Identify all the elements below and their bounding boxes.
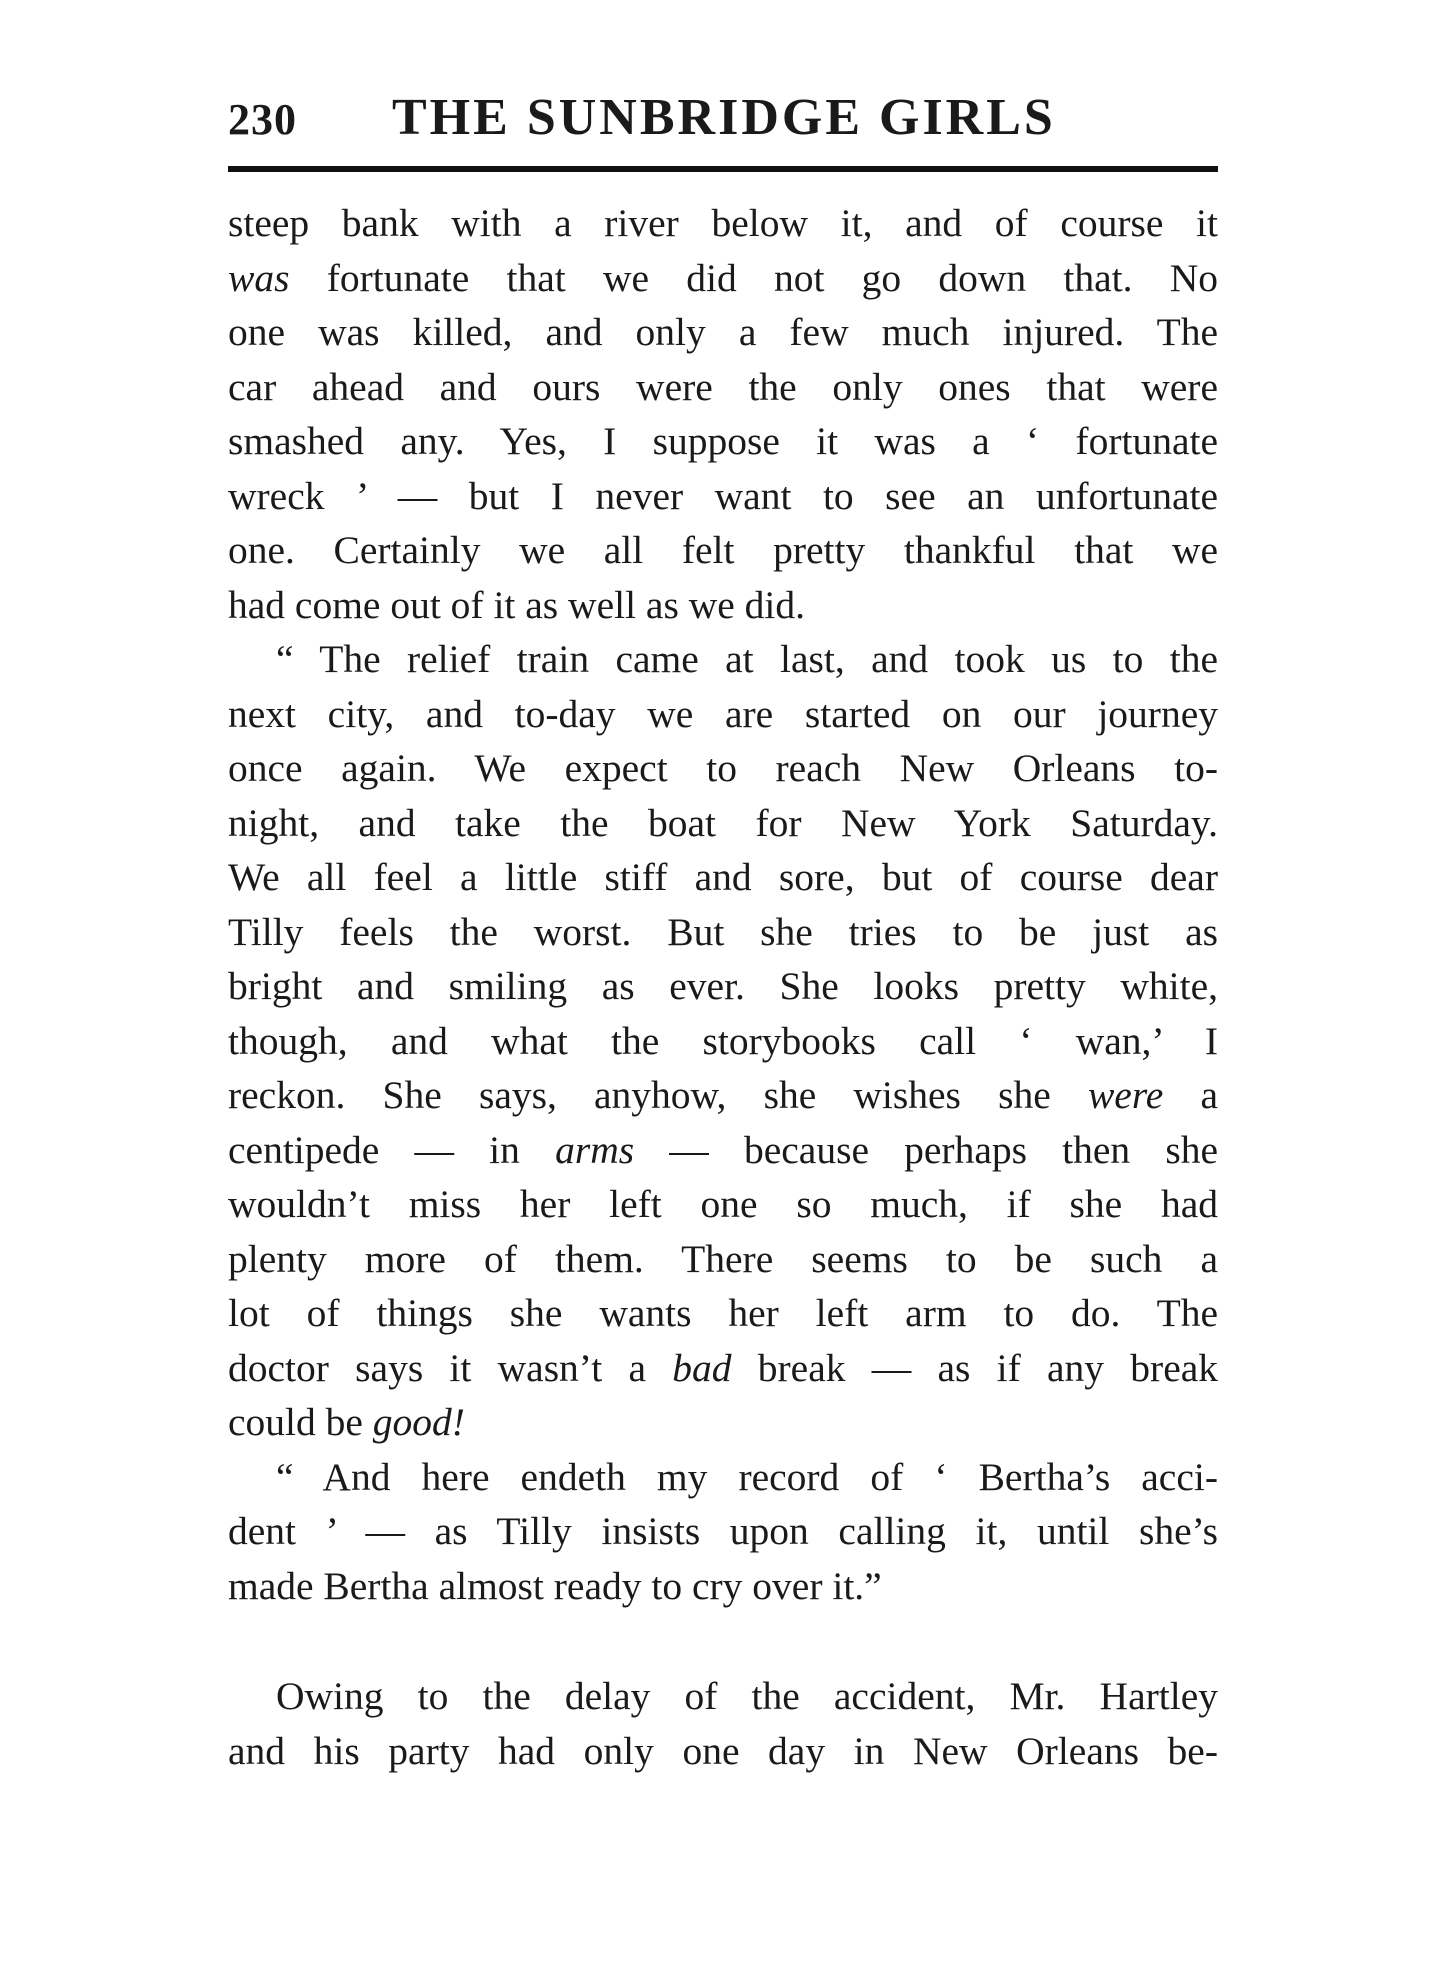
- body-text: [228, 196, 1218, 1778]
- text-line: made Bertha almost ready to cry over it.”: [228, 1563, 882, 1608]
- text-line: centipede — in arms — because perhaps then she: [228, 1127, 1219, 1172]
- text-line: dent ’ — as Tilly insists upon calling it, until she’s: [228, 1509, 1218, 1553]
- text-line: reckon. She says, anyhow, she wishes she were a: [228, 1073, 1218, 1117]
- section-gap: [228, 1613, 1218, 1669]
- text-line: though, and what the storybooks call ‘ wan,’ I: [228, 1018, 1218, 1063]
- page-number: 230: [228, 95, 297, 144]
- text-line: We all feel a little stiff and sore, but of course dear: [228, 855, 1218, 899]
- text-line: wreck ’ — but I never want to see an unfortunate: [228, 473, 1218, 518]
- text-line: plenty more of them. There seems to be such a: [228, 1236, 1218, 1281]
- text-line: wouldn’t miss her left one so much, if she had: [228, 1182, 1218, 1226]
- text-line: smashed any. Yes, I suppose it was a ‘ fortunate: [228, 419, 1218, 463]
- text-line: car ahead and ours were the only ones that were: [228, 364, 1218, 409]
- text-line: could be good!: [228, 1400, 465, 1444]
- running-title: THE SUNBRIDGE GIRLS: [392, 89, 1056, 146]
- text-line: had come out of it as well as we did.: [228, 582, 805, 627]
- text-line: Owing to the delay of the accident, Mr. Hartley: [276, 1674, 1218, 1718]
- text-line: doctor says it wasn’t a bad break — as if any break: [228, 1345, 1219, 1390]
- text-line: once again. We expect to reach New Orleans to-: [228, 746, 1218, 790]
- text-line: bright and smiling as ever. She looks pretty white,: [228, 964, 1218, 1008]
- text-line: and his party had only one day in New Orleans be-: [228, 1728, 1218, 1773]
- text-line: “ And here endeth my record of ‘ Bertha’s acci-: [276, 1454, 1218, 1499]
- page-header: [228, 88, 1218, 158]
- header-rule: [228, 166, 1218, 172]
- text-line: one was killed, and only a few much injured. The: [228, 310, 1218, 354]
- text-line: was fortunate that we did not go down that. No: [228, 255, 1218, 300]
- text-line: Tilly feels the worst. But she tries to be just as: [228, 909, 1218, 954]
- text-line: next city, and to-day we are started on our journey: [228, 691, 1218, 736]
- text-line: night, and take the boat for New York Saturday.: [228, 800, 1218, 845]
- text-line: one. Certainly we all felt pretty thankful that we: [228, 528, 1218, 572]
- text-line: steep bank with a river below it, and of course it: [228, 201, 1218, 245]
- text-line: “ The relief train came at last, and took us to the: [276, 637, 1218, 681]
- text-line: lot of things she wants her left arm to do. The: [228, 1291, 1218, 1335]
